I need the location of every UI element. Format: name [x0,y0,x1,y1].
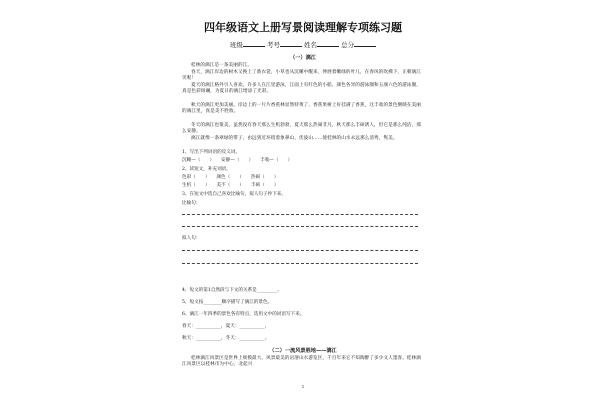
name-label: 姓名 [304,41,318,49]
paragraph-5: 冬天的漓江也很美，虽然没有春天那么生机勃勃，夏天那么热闹非凡，秋天那么丰硕诱人，但它是那么纯洁，那么安静。 [182,123,421,134]
paragraph-2: 春天，漓江岸边的树木又换上了新衣裳，小草也从沉睡中醒来，伸展着嫩绿的叶儿，在春风的吹拂下，正朝漓江笑呢！ [182,70,421,81]
simile-answer-line-1[interactable] [182,214,418,215]
question-1: 1、写出下列词语的反义词。 [182,150,241,155]
score-label: 总分 [341,41,355,49]
paragraph-4: 秋天的漓江更加美丽。岸边上的一片片香蕉林显然特黄了，香蕉果树上好挂满了香蕉，这丰收的景色倒映在美丽的漓江里，真是美不胜收。 [182,103,421,114]
paragraph-1: 桂林的漓江是一条美丽的江。 [191,63,253,68]
class-input[interactable] [243,40,265,47]
personification-label: 拟人句： [182,236,201,241]
paragraph-6: 漓江就像一条翠绿的带子，由远到近环绕着象鼻山、伏波山……使桂林的山水永远那么清秀，隽美。 [191,136,398,141]
paragraph-3: 夏天的漓江格外引人喜欢。许多人在江里游泳，江面上有红色的小船，颜色各异的游泳圈和五颜六色的游泳圈，真是色彩斑斓，为夏日的漓江增添了光彩。 [182,83,421,94]
question-5: 5、短文按________顺序描写了漓江的景色。 [182,300,273,305]
class-label: 班级 [229,41,243,49]
question-3: 3、在短文中选自己喜欢比喻句、拟人句子抄下来。 [182,192,286,197]
question-2-row-1: 色彩（ ） 颜色（ ） 热闹（ ） [182,175,279,180]
personification-answer-line-1[interactable] [182,250,418,251]
question-2: 2、读短文，补充词语。 [182,167,231,172]
worksheet-title: 四年级语文上册写景阅读理解专项练习题 [204,21,402,34]
seasons-row-2: 秋天：___________，冬天：___________。 [182,336,270,341]
section-2-heading: （二）一流风景胜地——漓江 [269,348,337,354]
worksheet [178,18,428,396]
student-info-fields [178,40,428,49]
section-1-heading: （一）漓江 [290,55,316,61]
question-1-row: 沉睡—（ ） 安静—（ ） 丰收—（ ） [182,158,293,163]
simile-answer-line-2[interactable] [182,226,418,227]
question-6: 6、漓江一年四季的景色各有特点，选用文中的词语写下来。 [182,312,305,317]
question-4: 4、短文的第1自然段与下文的关系是_________。 [182,288,283,293]
number-label: 考号 [266,41,280,49]
personification-answer-line-2[interactable] [182,263,418,264]
question-2-row-2: 生机（ ） 美不（ ） 丰硕（ ） [182,183,279,188]
number-input[interactable] [280,40,302,47]
page-number: 1 [301,384,305,389]
simile-label: 比喻句： [182,201,201,206]
seasons-row-1: 春天：___________，夏天：___________， [182,324,270,329]
section-2-paragraph: 桂林漓江风景区是世界上规模最大、风景最美的岩溶山水游览区，千百年来它不知陶醉了多少文人墨客。桂林漓江风景区以桂林市为中心，北起兴 [182,356,421,367]
score-input[interactable] [354,40,376,47]
name-input[interactable] [317,40,339,47]
